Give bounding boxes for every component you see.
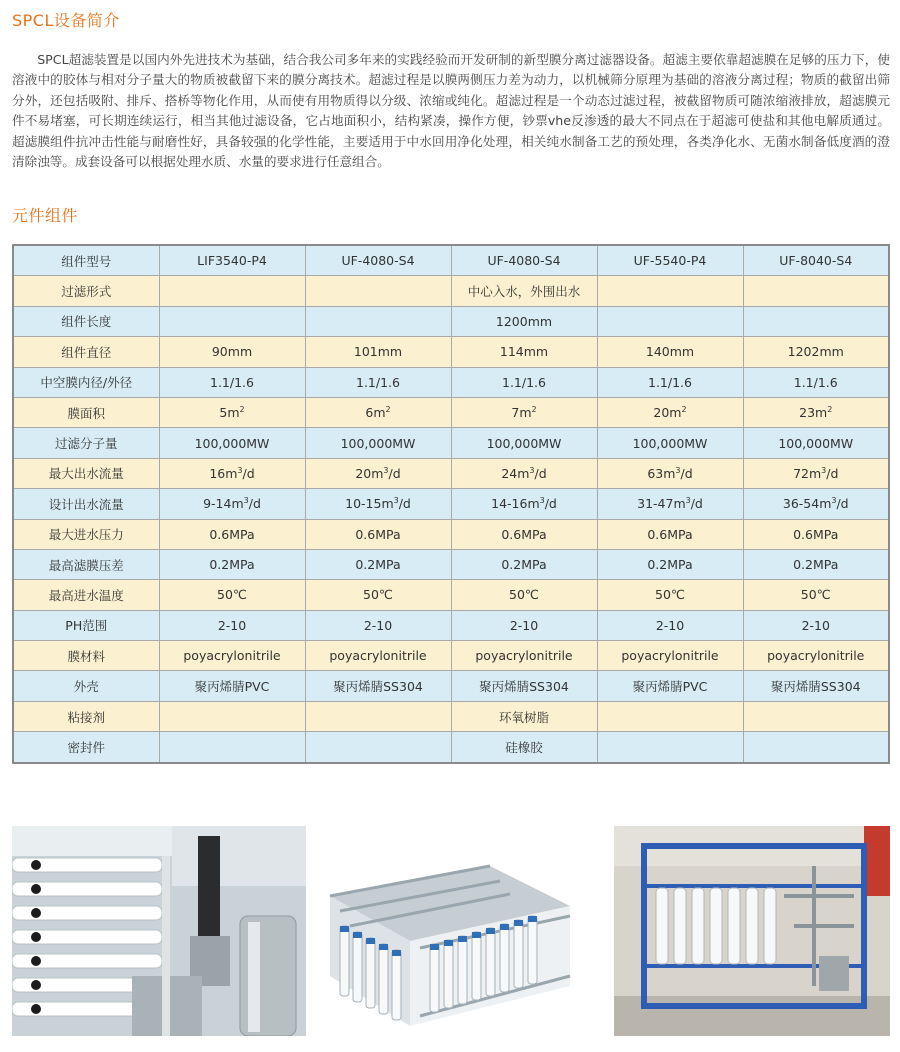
table-cell: 50℃ — [743, 580, 889, 610]
table-row — [13, 397, 889, 427]
row-label: 粘接剂 — [13, 701, 159, 731]
row-label: 外壳 — [13, 671, 159, 701]
table-row — [13, 337, 889, 367]
table-row — [13, 732, 889, 763]
table-cell: $36-54m^3/d$ — [743, 489, 889, 519]
table-cell: 101mm — [305, 337, 451, 367]
table-cell: 100,000MW — [305, 428, 451, 458]
table-cell: $20m^3/d$ — [305, 458, 451, 488]
row-label: 密封件 — [13, 732, 159, 763]
table-cell — [743, 276, 889, 306]
model-cell: UF-4080-S4 — [451, 245, 597, 276]
row-label: 组件直径 — [13, 337, 159, 367]
table-row — [13, 519, 889, 549]
table-cell: 0.2MPa — [743, 549, 889, 579]
table-cell: 0.2MPa — [597, 549, 743, 579]
model-cell: UF-8040-S4 — [743, 245, 889, 276]
table-cell: 2-10 — [305, 610, 451, 640]
table-cell: 0.6MPa — [451, 519, 597, 549]
table-cell: 50℃ — [159, 580, 305, 610]
table-cell: $6m^2$ — [305, 397, 451, 427]
table-row — [13, 306, 889, 336]
table-cell: 1.1/1.6 — [159, 367, 305, 397]
table-cell: $9-14m^3/d$ — [159, 489, 305, 519]
table-cell: poyacrylonitrile — [743, 641, 889, 671]
table-row — [13, 428, 889, 458]
table-cell: 2-10 — [597, 610, 743, 640]
table-cell: 1200mm — [451, 306, 597, 336]
table-cell: $72m^3/d$ — [743, 458, 889, 488]
table-row — [13, 489, 889, 519]
table-cell — [159, 306, 305, 336]
row-label: 组件型号 — [13, 245, 159, 276]
row-label: 中空膜内径/外径 — [13, 367, 159, 397]
table-cell: $5m^2$ — [159, 397, 305, 427]
table-cell: $63m^3/d$ — [597, 458, 743, 488]
table-row — [13, 701, 889, 731]
table-cell: 50℃ — [451, 580, 597, 610]
table-cell: poyacrylonitrile — [159, 641, 305, 671]
table-cell: 0.2MPa — [305, 549, 451, 579]
table-cell: 0.2MPa — [451, 549, 597, 579]
row-label: 膜面积 — [13, 397, 159, 427]
table-row — [13, 641, 889, 671]
table-cell: 0.6MPa — [305, 519, 451, 549]
table-cell: 140mm — [597, 337, 743, 367]
table-cell: 2-10 — [743, 610, 889, 640]
table-cell — [305, 732, 451, 763]
row-label: 最大进水压力 — [13, 519, 159, 549]
table-cell: 1.1/1.6 — [743, 367, 889, 397]
row-label: 过滤分子量 — [13, 428, 159, 458]
table-cell: 硅橡胶 — [451, 732, 597, 763]
table-cell: 100,000MW — [743, 428, 889, 458]
table-cell: 环氧树脂 — [451, 701, 597, 731]
table-cell: $23m^2$ — [743, 397, 889, 427]
table-cell: 100,000MW — [159, 428, 305, 458]
model-cell: UF-5540-P4 — [597, 245, 743, 276]
table-row — [13, 458, 889, 488]
table-row — [13, 671, 889, 701]
table-row — [13, 610, 889, 640]
table-cell: 2-10 — [451, 610, 597, 640]
table-cell: 90mm — [159, 337, 305, 367]
table-cell: 0.2MPa — [159, 549, 305, 579]
table-cell — [743, 701, 889, 731]
table-cell: 50℃ — [597, 580, 743, 610]
table-cell — [159, 732, 305, 763]
table-cell: poyacrylonitrile — [597, 641, 743, 671]
model-cell: LIF3540-P4 — [159, 245, 305, 276]
table-row — [13, 245, 889, 276]
table-cell: 0.6MPa — [159, 519, 305, 549]
uf-skid-photo — [614, 826, 890, 1036]
table-cell — [597, 306, 743, 336]
table-cell: 114mm — [451, 337, 597, 367]
table-cell: 0.6MPa — [743, 519, 889, 549]
table-row — [13, 549, 889, 579]
table-cell: 1.1/1.6 — [451, 367, 597, 397]
table-cell: $24m^3/d$ — [451, 458, 597, 488]
row-label: 组件长度 — [13, 306, 159, 336]
table-cell: 50℃ — [305, 580, 451, 610]
table-cell: 聚丙烯腈SS304 — [743, 671, 889, 701]
table-cell: 聚丙烯腈SS304 — [305, 671, 451, 701]
table-cell: 聚丙烯腈PVC — [597, 671, 743, 701]
table-cell: 2-10 — [159, 610, 305, 640]
table-cell: 1.1/1.6 — [305, 367, 451, 397]
table-cell: 中心入水，外围出水 — [451, 276, 597, 306]
model-cell: UF-4080-S4 — [305, 245, 451, 276]
table-cell: poyacrylonitrile — [305, 641, 451, 671]
table-cell — [597, 276, 743, 306]
table-cell: 1.1/1.6 — [597, 367, 743, 397]
row-label: 最高滤膜压差 — [13, 549, 159, 579]
spec-table — [12, 244, 890, 764]
table-cell: $14-16m^3/d$ — [451, 489, 597, 519]
table-cell — [305, 701, 451, 731]
components-title: 元件组件 — [12, 206, 79, 225]
table-cell: 0.6MPa — [597, 519, 743, 549]
row-label: 过滤形式 — [13, 276, 159, 306]
table-cell — [305, 276, 451, 306]
table-row — [13, 276, 889, 306]
row-label: 最大出水流量 — [13, 458, 159, 488]
ro-system-photo — [12, 826, 306, 1036]
table-cell — [743, 306, 889, 336]
row-label: 设计出水流量 — [13, 489, 159, 519]
table-cell — [597, 732, 743, 763]
row-label: 最高进水温度 — [13, 580, 159, 610]
table-cell: $16m^3/d$ — [159, 458, 305, 488]
table-cell: 聚丙烯腈SS304 — [451, 671, 597, 701]
table-cell — [159, 701, 305, 731]
table-cell — [743, 732, 889, 763]
table-cell: $7m^2$ — [451, 397, 597, 427]
table-cell — [159, 276, 305, 306]
uf-module-rack-photo — [320, 826, 582, 1036]
row-label: PH范围 — [13, 610, 159, 640]
table-cell: 100,000MW — [597, 428, 743, 458]
table-cell: 1202mm — [743, 337, 889, 367]
table-cell — [305, 306, 451, 336]
table-row — [13, 367, 889, 397]
table-cell: 聚丙烯腈PVC — [159, 671, 305, 701]
table-cell: $10-15m^3/d$ — [305, 489, 451, 519]
table-cell: $31-47m^3/d$ — [597, 489, 743, 519]
intro-paragraph: SPCL超滤装置是以国内外先进技术为基础，结合我公司多年来的实践经验而开发研制的新型膜分离过滤器设备。超滤主要依靠超滤膜在足够的压力下，使溶液中的胶体与相对分子量大的物质被截留下来的膜分离技术。超滤过程是以膜两侧压力差为动力，以机械筛分原理为基础的溶液分离过程；物质的截留出筛分外，还包括吸附、排斥、搭桥等物化作用，从而使有用物质得以分级、浓缩或纯化。超滤过程是一个动态过滤过程，被截留物质可随浓缩液排放，超滤膜元件不易堵塞，可长期连续运行，相当其他过滤设备，它占地面积小，结构紧凑，操作方便，钞票vhe反渗透的最大不同点在于超滤可使盐和其他电解质通过。超滤膜组件抗冲击性能与耐磨性好，具备较强的化学性能，主要适用于中水回用净化处理，相关纯水制备工艺的预处理，各类净化水、无菌水制备低度酒的澄清除浊等。成套设备可以根据处理水质、水量的要求进行任意组合。 — [12, 52, 890, 170]
table-cell: poyacrylonitrile — [451, 641, 597, 671]
intro-title: SPCL设备简介 — [12, 11, 120, 30]
table-row — [13, 580, 889, 610]
table-cell: 100,000MW — [451, 428, 597, 458]
table-cell — [597, 701, 743, 731]
row-label: 膜材料 — [13, 641, 159, 671]
table-cell: $20m^2$ — [597, 397, 743, 427]
